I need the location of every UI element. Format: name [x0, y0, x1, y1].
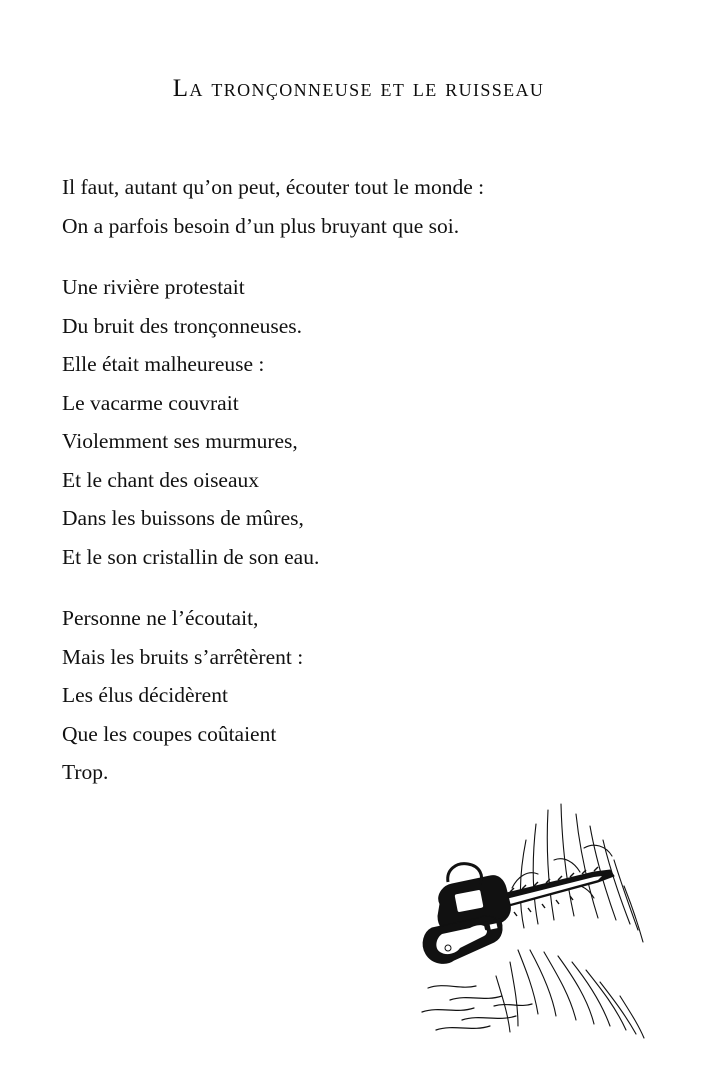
stanza	[62, 168, 662, 245]
page-title: La tronçonneuse et le ruisseau	[172, 74, 545, 102]
poem-body	[62, 168, 662, 792]
poem-line: Elle était malheureuse :	[62, 352, 265, 376]
poem-line: Il faut, autant qu’on peut, écouter tout le monde :	[62, 175, 485, 199]
poem-line: Mais les bruits s’arrêtèrent :	[62, 644, 304, 669]
poem-line: Dans les buissons de mûres,	[62, 506, 304, 530]
poem-line: Violemment ses murmures,	[62, 429, 298, 453]
poem-line: Trop.	[62, 760, 109, 784]
chainsaw-in-reeds-illustration	[398, 800, 648, 1040]
poem-line: Une rivière protestait	[62, 275, 245, 299]
stanza	[62, 268, 662, 576]
poem-line: On a parfois besoin d’un plus bruyant que soi.	[62, 213, 460, 238]
poem-line: Les élus décidèrent	[62, 683, 228, 707]
poem-line: Du bruit des tronçonneuses.	[62, 313, 303, 338]
poem-line: Le vacarme couvrait	[62, 390, 239, 415]
poem-line: Et le son cristallin de son eau.	[62, 544, 320, 569]
stanza	[62, 599, 662, 792]
poem-line: Que les coupes coûtaient	[62, 721, 277, 746]
poem-line: Personne ne l’écoutait,	[62, 606, 259, 630]
poem-line: Et le chant des oiseaux	[62, 467, 260, 492]
